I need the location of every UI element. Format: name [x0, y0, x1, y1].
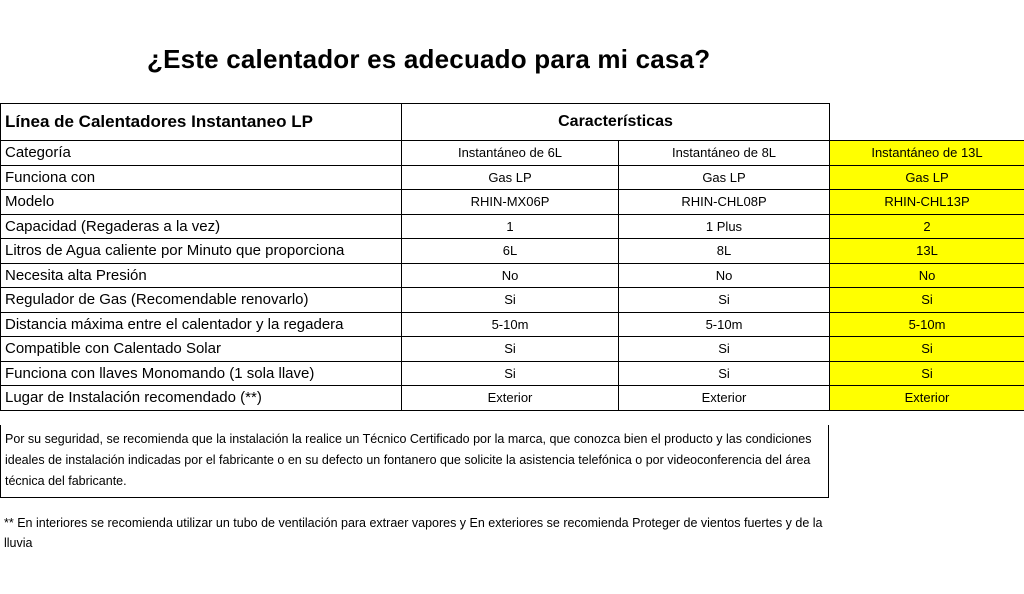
row-label: Compatible con Calentado Solar	[1, 337, 402, 362]
value-13l: RHIN-CHL13P	[830, 190, 1024, 215]
heater-spec-table	[0, 103, 1024, 411]
value-13l: 5-10m	[830, 312, 1024, 337]
value-13l: Instantáneo de 13L	[830, 141, 1024, 166]
row-label: Categoría	[1, 141, 402, 166]
value-6l: Si	[402, 337, 619, 362]
table-row	[1, 288, 1024, 313]
row-label: Litros de Agua caliente por Minuto que proporciona	[1, 239, 402, 264]
row-label: Lugar de Instalación recomendado (**)	[1, 386, 402, 411]
value-13l: 13L	[830, 239, 1024, 264]
value-8l: Gas LP	[619, 165, 830, 190]
table-row	[1, 214, 1024, 239]
value-6l: No	[402, 263, 619, 288]
row-label: Funciona con llaves Monomando (1 sola llave)	[1, 361, 402, 386]
header-blank-cell	[830, 104, 1024, 141]
row-label: Distancia máxima entre el calentador y la regadera	[1, 312, 402, 337]
safety-note: Por su seguridad, se recomienda que la instalación la realice un Técnico Certificado por la marca, que conozca bien el producto y las condiciones ideales de instalación indicadas por el fabricante o en su defecto un fontanero que solicite la asistencia telefónica o por videoconferencia del área técnica del fabricante.	[0, 425, 829, 498]
header-characteristics: Características	[402, 104, 830, 141]
row-label: Regulador de Gas (Recomendable renovarlo)	[1, 288, 402, 313]
value-8l: Si	[619, 288, 830, 313]
value-8l: Exterior	[619, 386, 830, 411]
value-13l: Gas LP	[830, 165, 1024, 190]
footnote: ** En interiores se recomienda utilizar un tubo de ventilación para extraer vapores y En exteriores se recomienda Proteger de vientos fuertes y de la lluvia	[4, 516, 823, 550]
value-8l: 8L	[619, 239, 830, 264]
value-8l: RHIN-CHL08P	[619, 190, 830, 215]
value-6l: 6L	[402, 239, 619, 264]
value-6l: RHIN-MX06P	[402, 190, 619, 215]
value-13l: Si	[830, 361, 1024, 386]
value-13l: No	[830, 263, 1024, 288]
value-6l: Si	[402, 361, 619, 386]
table-row	[1, 239, 1024, 264]
value-13l: Exterior	[830, 386, 1024, 411]
value-6l: 5-10m	[402, 312, 619, 337]
table-header-row	[1, 104, 1024, 141]
value-8l: 5-10m	[619, 312, 830, 337]
value-6l: Instantáneo de 6L	[402, 141, 619, 166]
page-title: ¿Este calentador es adecuado para mi casa?	[147, 44, 711, 74]
table-row	[1, 337, 1024, 362]
row-label: Modelo	[1, 190, 402, 215]
value-6l: Si	[402, 288, 619, 313]
table-row	[1, 361, 1024, 386]
table-row	[1, 141, 1024, 166]
table-row	[1, 386, 1024, 411]
row-label: Funciona con	[1, 165, 402, 190]
table-row	[1, 263, 1024, 288]
value-13l: Si	[830, 288, 1024, 313]
header-line-label: Línea de Calentadores Instantaneo LP	[1, 104, 402, 141]
value-13l: 2	[830, 214, 1024, 239]
value-8l: 1 Plus	[619, 214, 830, 239]
row-label: Capacidad (Regaderas a la vez)	[1, 214, 402, 239]
value-8l: Si	[619, 361, 830, 386]
value-6l: Gas LP	[402, 165, 619, 190]
value-13l: Si	[830, 337, 1024, 362]
value-8l: Instantáneo de 8L	[619, 141, 830, 166]
row-label: Necesita alta Presión	[1, 263, 402, 288]
table-row	[1, 190, 1024, 215]
value-8l: Si	[619, 337, 830, 362]
value-8l: No	[619, 263, 830, 288]
table-row	[1, 312, 1024, 337]
value-6l: Exterior	[402, 386, 619, 411]
table-row	[1, 165, 1024, 190]
value-6l: 1	[402, 214, 619, 239]
